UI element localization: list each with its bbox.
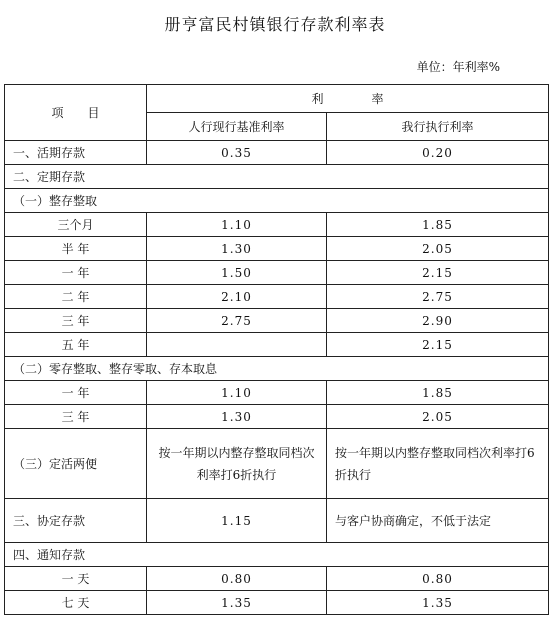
row-label: 一 年 [5,381,147,405]
bank-rate-cell: 1.85 [327,381,549,405]
section-row [5,189,549,213]
table-row [5,405,549,429]
table-row [5,237,549,261]
pboc-rate-cell: 1.50 [147,261,327,285]
bank-rate-cell: 2.15 [327,333,549,357]
pboc-rate-cell: 0.35 [147,141,327,165]
row-label: 二 年 [5,285,147,309]
section-label: （一）整存整取 [5,189,549,213]
pboc-rate-cell: 1.35 [147,591,327,615]
header-pboc-rate: 人行现行基准利率 [147,113,327,141]
header-bank-rate: 我行执行利率 [327,113,549,141]
row-label: 一 天 [5,567,147,591]
header-rate: 利 率 [147,85,549,113]
table-row [5,333,549,357]
row-label: 三个月 [5,213,147,237]
pboc-rate-cell: 1.10 [147,213,327,237]
section-row [5,165,549,189]
header-row [5,85,549,113]
pboc-rate-cell: 1.15 [147,499,327,543]
pboc-rate-cell: 2.75 [147,309,327,333]
pboc-rate-cell: 1.10 [147,381,327,405]
table-row [5,591,549,615]
row-label: 三、协定存款 [5,499,147,543]
table-row [5,499,549,543]
row-label: 三 年 [5,405,147,429]
section-row [5,357,549,381]
rate-table [4,84,549,615]
table-row [5,429,549,499]
bank-rate-cell: 2.90 [327,309,549,333]
row-label: 半 年 [5,237,147,261]
page-title: 册亨富民村镇银行存款利率表 [164,15,386,34]
pboc-rate-cell: 1.30 [147,237,327,261]
table-row [5,213,549,237]
bank-rate-cell: 2.05 [327,405,549,429]
row-label: （三）定活两便 [5,429,147,499]
bank-rate-cell: 2.75 [327,285,549,309]
bank-rate-cell: 1.35 [327,591,549,615]
pboc-rate-cell: 1.30 [147,405,327,429]
bank-rate-cell: 与客户协商确定，不低于法定 [327,499,549,543]
table-row [5,285,549,309]
table-row [5,141,549,165]
row-label: 三 年 [5,309,147,333]
pboc-rate-cell: 0.80 [147,567,327,591]
bank-rate-cell: 按一年期以内整存整取同档次利率打6折执行 [327,429,549,499]
table-row [5,381,549,405]
bank-rate-cell: 1.85 [327,213,549,237]
bank-rate-cell: 0.80 [327,567,549,591]
pboc-rate-cell: 按一年期以内整存整取同档次利率打6折执行 [147,429,327,499]
section-label: 二、定期存款 [5,165,549,189]
row-label: 一 年 [5,261,147,285]
section-row [5,543,549,567]
section-label: 四、通知存款 [5,543,549,567]
pboc-rate-cell [147,333,327,357]
table-row [5,309,549,333]
header-item: 项 目 [5,85,147,141]
pboc-rate-cell: 2.10 [147,285,327,309]
row-label: 七 天 [5,591,147,615]
table-row [5,567,549,591]
bank-rate-cell: 0.20 [327,141,549,165]
table-row [5,261,549,285]
bank-rate-cell: 2.15 [327,261,549,285]
section-label: （二）零存整取、整存零取、存本取息 [5,357,549,381]
unit-note: 单位：年利率% [416,60,500,74]
row-label: 一、活期存款 [5,141,147,165]
row-label: 五 年 [5,333,147,357]
bank-rate-cell: 2.05 [327,237,549,261]
